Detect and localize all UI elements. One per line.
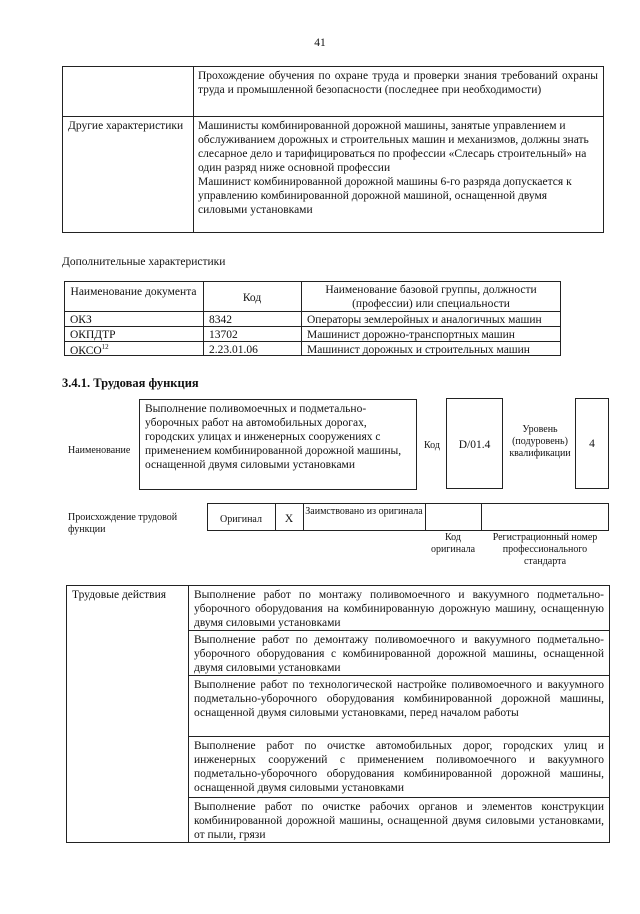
function-heading: 3.4.1. Трудовая функция [62, 376, 199, 390]
action-item: Выполнение работ по технологической настройке поливомоечного и вакуумного подметально-уборочного оборудования комбинированной дорожной машины, оснащенной двумя силовыми установками, перед началом работы [194, 679, 604, 720]
name-label: Наименование [68, 445, 131, 456]
code-okz: 8342 [209, 314, 232, 326]
code-label: Код [424, 440, 440, 451]
other-characteristics-label: Другие характеристики [68, 120, 184, 132]
name-okz: Операторы землеройных и аналогичных машин [307, 314, 542, 326]
action-item: Выполнение работ по очистке рабочих органов и элементов конструкции комбинированной дорожной машины, оснащенной двумя силовыми установками, от пыли, грязи [194, 801, 604, 842]
original-mark: X [284, 513, 294, 525]
other-characteristics-para2: Машинист комбинированной дорожной машины 6-го разряда допускается к управлению комбинированной дорожной машиной, оснащенной двумя силовыми установками [198, 176, 572, 217]
function-code: D/01.4 [458, 439, 491, 451]
additional-title: Дополнительные характеристики [62, 256, 226, 268]
action-item: Выполнение работ по очистке автомобильных дорог, городских улиц и инженерных сооружений с применением поливомоечного и вакуумного подметально-уборочного оборудования комбинированной дорожной машины, оснащенной двумя силовыми установками [194, 740, 604, 795]
other-characteristics-text [194, 118, 602, 218]
original-label: Оригинал [220, 514, 262, 525]
name-okso: Машинист дорожных и строительных машин [307, 344, 530, 356]
level-label: Уровень (подуровень) квалификации [509, 424, 571, 460]
code-original-caption: Код оригинала [430, 532, 476, 556]
doc-okso [66, 342, 202, 359]
action-item: Выполнение работ по монтажу поливомоечного и вакуумного подметально-уборочного оборудования на комбинированную дорожную машину, оснащенную двумя силовыми установками [194, 589, 604, 630]
borrowed-label: Заимствовано из оригинала [305, 506, 423, 517]
code-okpdtr: 13702 [209, 329, 238, 341]
header-document: Наименование документа [70, 286, 197, 298]
reg-number-caption: Регистрационный номер профессионального стандарта [492, 532, 598, 568]
doc-okso-text: ОКСО [70, 344, 102, 357]
doc-okso-footnote: 12 [101, 343, 109, 351]
training-text: Прохождение обучения по охране труда и проверки знания требований охраны труда и промышленной безопасности (последнее при необходимости) [198, 70, 598, 97]
header-group-name: Наименование базовой группы, должности (профессии) или специальности [325, 284, 537, 311]
page-number: 41 [314, 37, 326, 49]
other-characteristics-para1: Машинисты комбинированной дорожной машины, занятые управлением и обслуживанием дорожных и строительных машин и механизмов, должны знать слесарное дело и тарифицироваться по профессии «Слесарь строительный» на один разряд ниже основной профессии [198, 120, 589, 175]
level-value: 4 [589, 438, 595, 450]
action-item: Выполнение работ по демонтажу поливомоечного и вакуумного подметально-уборочного оборудования с комбинированной дорожной машины, оснащенной двумя силовыми установками [194, 634, 604, 675]
actions-label: Трудовые действия [72, 589, 167, 601]
code-okso: 2.23.01.06 [209, 344, 258, 356]
header-code: Код [242, 292, 262, 304]
name-okpdtr: Машинист дорожно-транспортных машин [307, 329, 515, 341]
function-name: Выполнение поливомоечных и подметально-уборочных работ на автомобильных дорогах, городских улицах и инженерных сооружениях с применением комбинированной дорожной машины, оснащенной двумя силовыми установками [145, 403, 402, 472]
doc-okz: ОКЗ [70, 314, 92, 326]
doc-okpdtr: ОКПДТР [70, 329, 116, 341]
origin-label: Происхождение трудовой функции [68, 512, 178, 536]
